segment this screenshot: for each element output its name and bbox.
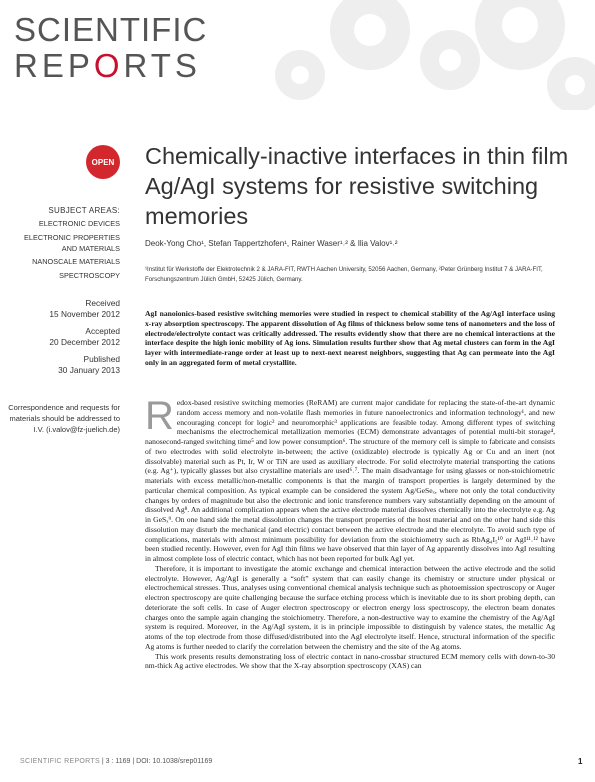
paragraph-text: edox-based resistive switching memories (ReRAM) are current major candidate for replacing the state-of-the-art dynamic random access memory and non-volatile flash memories in future nanoelectronics and information technology¹, and new encouraging concept for logic² and neuromorphic³ applications are feasible today. Among different types of switching mechanisms the electrochemical metallization memories (ECM) demonstrate advantages of potential multi-bit storage⁴, nanosecond-ranged switching time⁵ and low power consumption⁶. The structure of the memory cell is simple to fabricate and consists of two electrodes with solid electrolyte in-between; the active (oxidizable) electrode is typically Ag or Cu and an inert (not dissolvable) material such as Pt, Ir, W or TiN are used as auxiliary electrode. For solid electrolyte material transporting the cations (e.g. Ag⁺), typically glasses but also crystalline materials are used⁶˒⁷. The main disadvantage for using glasses or non-stoichiometric materials with excess metallic/non-metallic components is that the margin of transport properties is largely determined by the particular chemical composition. As typical example can be considered the system Ag/GeSeₓ, where not only the total conductivity changes by orders of magnitude but also the electronic and ionic transference numbers vary substantially depending on the amount of dissolved Ag⁸. An additional complication appears when the active electrode material dissolves chemically into the electrolyte e.g. Ag in GeSₓ⁹. On one hand side the metal dissolution changes the transport properties of the host material and on the other hand side this dissolution may disturb the mechanical (and electric) contact between the active electrode and the electrolyte. To avoid such type of complications, materials with almost minimum possibility for deviation from the stoichiometry such as RbAg₄I₅¹⁰ or AgI¹¹˒¹² have been studied recently. However, even for AgI thin films we have observed that thin layer of Ag apparently dissolves into AgI resulting in almost complete loss of electric contact, which has not been reported for bulk AgI yet. [145,398,555,563]
drop-cap: R [145,394,174,438]
author-list: Deok-Yong Cho¹, Stefan Tappertzhofen¹, Rainer Waser¹˒² & Ilia Valov¹˒² [145,239,398,248]
accepted-group [8,326,120,347]
received-date: 15 November 2012 [49,308,120,319]
logo-line-1: SCIENTIFIC [14,11,208,48]
abstract: AgI nanoionics-based resistive switching memories were studied in respect to chemical stability of the Ag/AgI interface using x-ray absorption spectroscopy. The apparent dissolution of Ag films of thickness below some tens of nanometers and the loss of electrode/electrolyte contact was critically addressed. The results evidently show that there are no chemical interactions at the interface despite the high ionic mobility of Ag ions. Simulation results further show that Ag metal clusters can form in the AgI layer with intermediate-range order at least up to next-next nearest neighbors, suggesting that Ag can permeate into the AgI only in an aggregated form of metal crystallite. [145,309,555,367]
footer-doi: | 3 : 1169 | DOI: 10.1038/srep01169 [101,758,213,765]
accepted-label: Accepted [85,326,120,337]
published-group [8,354,120,375]
open-access-badge: OPEN [86,145,120,179]
page-number: 1 [578,757,583,766]
subject-area-item[interactable]: NANOSCALE MATERIALS [32,257,120,267]
subject-area-item[interactable]: ELECTRONIC DEVICES [38,219,120,228]
subject-area-item[interactable]: ELECTRONIC PROPERTIES AND MATERIALS [24,232,120,253]
subject-areas-heading: SUBJECT AREAS: [48,206,120,215]
body-paragraph: This work presents results demonstrating loss of electric contact in nano-crossbar structured ECM memory cells with down-to-30 nm-thick Ag active electrodes. We show that the X-ray absorption spectroscopy (XAS) can [145,651,555,671]
body-paragraph [145,394,555,564]
accepted-date: 20 December 2012 [49,336,120,347]
footer-brand: SCIENTIFIC REPORTS [20,758,100,765]
article-title: Chemically-inactive interfaces in thin film Ag/AgI systems for resistive switching memories [145,143,569,229]
page-footer [0,758,595,770]
body-paragraph: Therefore, it is important to investigate the atomic exchange and chemical interaction between the active electrode and the solid electrolyte. However, Ag/AgI is generally a “soft” system that can easily change its chemistry or structure under physical or electrochemical stresses. Thus, analyses using conventional chemical analysis technique such as photoemission spectroscopy or Auger electron spectroscopy are quite challenging because the surface etching process which is inevitable due to its short probing depth, can deteriorate the soft cells. In case of Auger electron spectroscopy or electron energy loss spectroscopy, the electron beam donates charges onto the sample again changing the stoichiometry. Therefore, a non-destructive way to examine the chemistry of the Ag/AgI system is required. Moreover, in the Ag/AgI system, it is in principle impossible to distinguish by valence states, the metallic Ag atoms of the top electrode from those diffused/distributed into the AgI electrolyte itself. Hence, structural information of the specific Ag atoms is further needed to clarify the correlation between the chemistry and the site of the Ag atoms. [145,563,555,651]
publication-dates [8,298,120,383]
footer-citation [20,758,212,765]
received-label: Received [85,298,120,308]
subject-area-item[interactable]: SPECTROSCOPY [59,271,120,281]
affiliations: ¹Institut für Werkstoffe der Elektrotechnik 2 & JARA-FIT, RWTH Aachen University, 52056 Aachen, Germany, ²Peter Grünberg Institut 7 & JARA-FIT, Forschungszentrum Jülich GmbH, 52425 Jülich, Germany. [145,266,543,283]
logo-line-2 [14,48,207,84]
received-group [8,298,120,319]
article-body [145,394,555,671]
published-label: Published [83,354,120,365]
published-date: 30 January 2013 [58,364,120,375]
logo-part-c: RTS [123,47,201,84]
correspondence-note: Correspondence and requests for materials should be addressed to I.V. (i.valov@fz-juelich.de) [8,403,120,434]
logo-part-a: REP [14,47,94,84]
subject-areas-list [8,219,120,285]
logo-part-b: O [93,47,124,84]
journal-logo [14,12,207,84]
